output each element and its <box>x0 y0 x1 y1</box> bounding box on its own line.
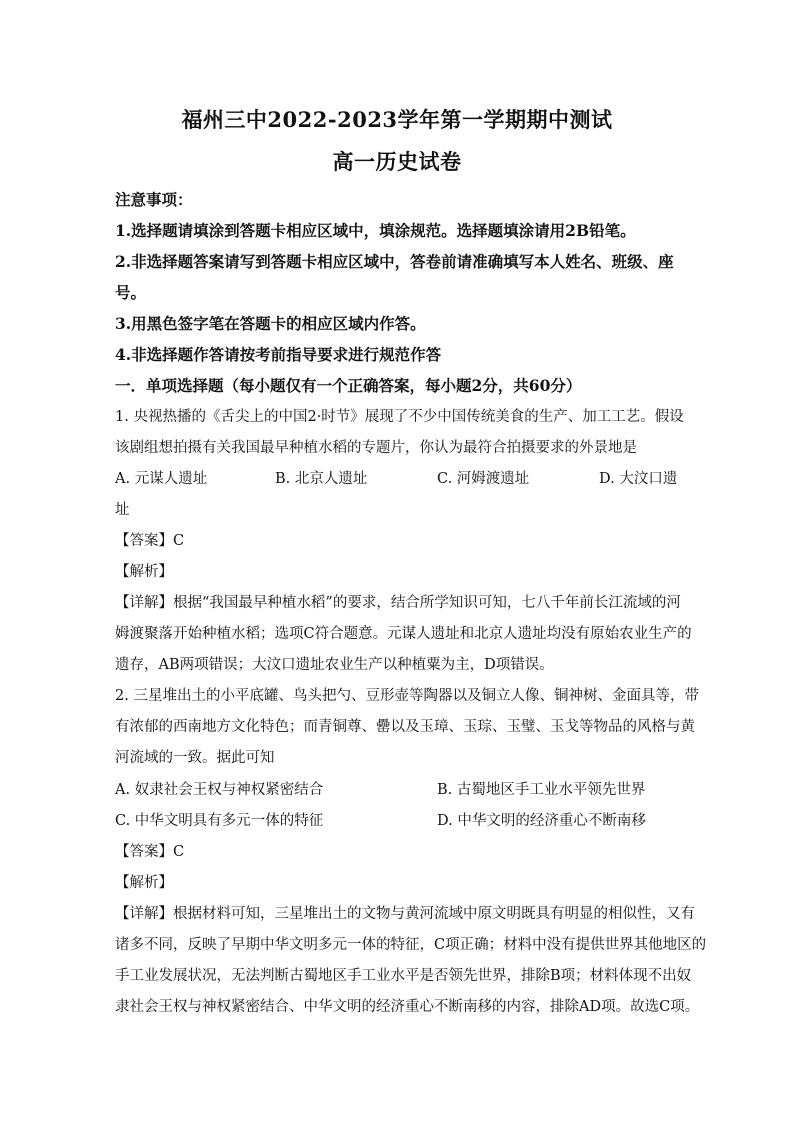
q1-detail-line-2: 姆渡聚落开始种植水稻；选项C符合题意。元谋人遗址和北京人遗址均没有原始农业生产的 <box>115 626 692 642</box>
q2-option-b: B. 古蜀地区手工业水平领先世界 <box>437 782 646 798</box>
q2-option-d: D. 中华文明的经济重心不断南移 <box>437 813 646 829</box>
q2-detail-line-2: 诸多不同，反映了早期中华文明多元一体的特征，C项正确；材料中没有提供世界其他地区的 <box>115 937 707 953</box>
notice-item-4: 4.非选择题作答请按考前指导要求进行规范作答 <box>115 345 442 364</box>
q1-option-c: C. 河姆渡遗址 <box>437 471 530 487</box>
q1-analysis-label: 【解析】 <box>115 564 173 580</box>
q2-stem-line-1: 2. 三星堆出土的小平底罐、鸟头把勺、豆形壶等陶器以及铜立人像、铜神树、金面具等，带 <box>115 688 699 704</box>
notice-heading: 注意事项： <box>115 190 193 209</box>
notice-item-3: 3.用黑色签字笔在答题卡的相应区域内作答。 <box>115 314 426 333</box>
q2-detail-line-4: 隶社会王权与神权紧密结合、中华文明的经济重心不断南移的内容，排除AD项。故选C项。 <box>115 999 700 1015</box>
q2-detail-line-1: 【详解】根据材料可知，三星堆出土的文物与黄河流域中原文明既具有明显的相似性，又有 <box>115 906 695 922</box>
notice-item-1: 1.选择题请填涂到答题卡相应区域中，填涂规范。选择题填涂请用2B铅笔。 <box>115 221 636 240</box>
q2-option-c: C. 中华文明具有多元一体的特征 <box>115 813 324 829</box>
q1-option-d-wrap: 址 <box>115 502 130 518</box>
q1-detail-line-1: 【详解】根据“我国最早种植水稻”的要求，结合所学知识可知，七八千年前长江流域的河 <box>115 595 681 611</box>
notice-item-2-line-2: 号。 <box>115 283 147 302</box>
q2-stem-line-2: 有浓郁的西南地方文化特色；而青铜尊、罍以及玉璋、玉琮、玉璧、玉戈等物品的风格与黄 <box>115 719 695 735</box>
q2-stem-line-3: 河流域的一致。据此可知 <box>115 750 275 766</box>
q1-option-b: B. 北京人遗址 <box>275 471 368 487</box>
exam-subtitle: 高一历史试卷 <box>332 149 462 174</box>
q2-option-a: A. 奴隶社会王权与神权紧密结合 <box>115 782 324 798</box>
q1-answer: 【答案】C <box>115 533 185 549</box>
q2-detail-line-3: 手工业发展状况，无法判断古蜀地区手工业水平是否领先世界，排除B项；材料体现不出奴 <box>115 968 692 984</box>
q1-option-a: A. 元谋人遗址 <box>115 471 208 487</box>
notice-item-2-line-1: 2.非选择题答案请写到答题卡相应区域中，答卷前请准确填写本人姓名、班级、座 <box>115 252 674 271</box>
q1-stem-line-2: 该剧组想拍摄有关我国最早种植水稻的专题片，你认为最符合拍摄要求的外景地是 <box>115 440 637 456</box>
q2-analysis-label: 【解析】 <box>115 875 173 891</box>
q1-stem-line-1: 1. 央视热播的《舌尖上的中国2·时节》展现了不少中国传统美食的生产、加工工艺。假设 <box>115 409 684 425</box>
q1-detail-line-3: 遗存，AB两项错误；大汶口遗址农业生产以种植粟为主，D项错误。 <box>115 657 554 673</box>
exam-title: 福州三中2022-2023学年第一学期期中测试 <box>181 107 613 132</box>
q1-option-d: D. 大汶口遗 <box>599 471 678 487</box>
section-heading: 一．单项选择题（每小题仅有一个正确答案，每小题2分，共60分） <box>115 376 582 395</box>
q2-answer: 【答案】C <box>115 844 185 860</box>
